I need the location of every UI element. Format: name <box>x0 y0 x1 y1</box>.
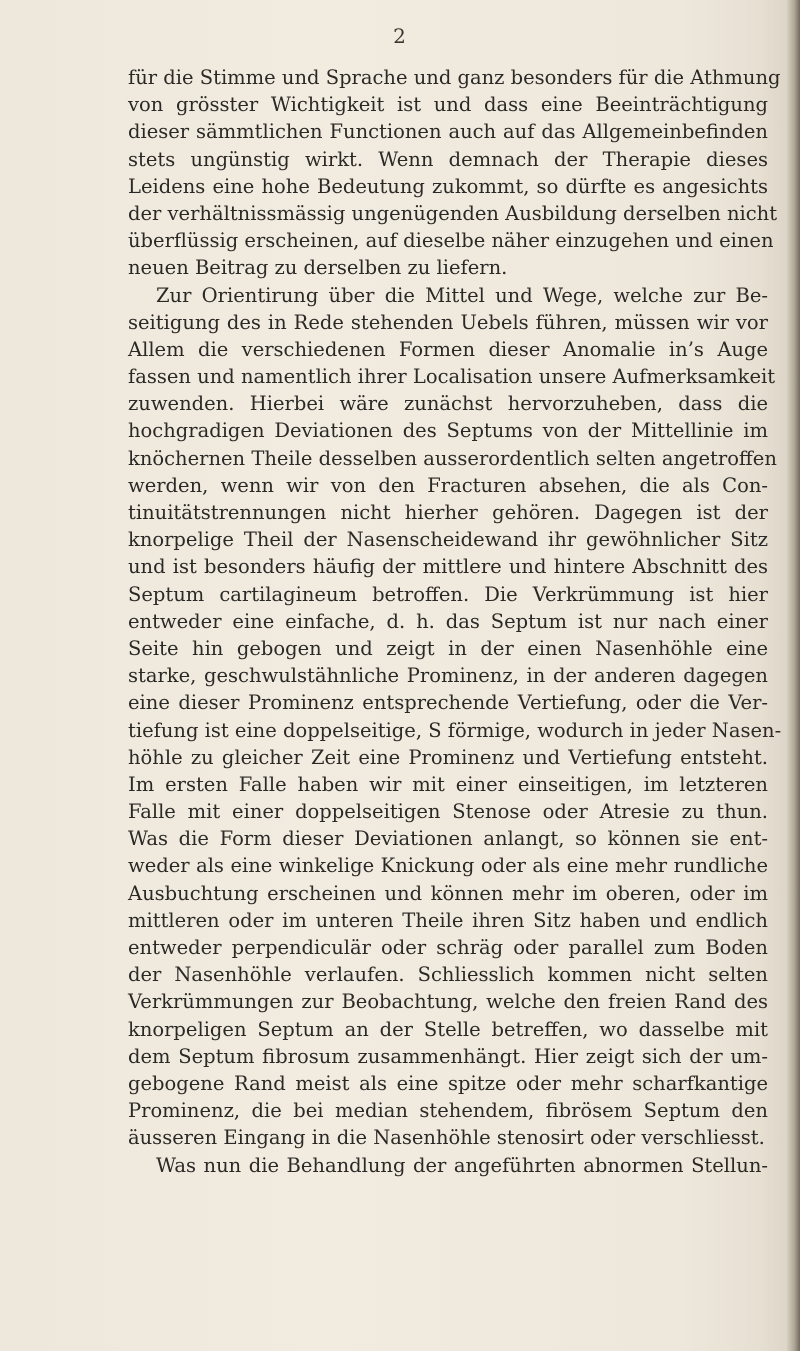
page-edge-shadow <box>786 0 800 1351</box>
text-line: der Nasenhöhle verlaufen. Schliesslich kommen nicht selten <box>128 963 768 987</box>
text-line: werden, wenn wir von den Fracturen absehen, die als Con- <box>128 473 768 497</box>
text-line: Im ersten Falle haben wir mit einer einseitigen, im letzteren <box>128 772 768 796</box>
page-number: 2 <box>393 24 407 48</box>
text-line: weder als eine winkelige Knickung oder als eine mehr rundliche <box>128 854 768 878</box>
text-line: tinuitätstrennungen nicht hierher gehören. Dagegen ist der <box>128 501 768 524</box>
text-line: dieser sämmtlichen Functionen auch auf das Allgemeinbefinden <box>128 120 768 144</box>
text-line: knöchernen Theile desselben ausserordentlich selten angetroffen <box>128 446 777 470</box>
text-line: gebogene Rand meist als eine spitze oder mehr scharfkantige <box>128 1071 768 1095</box>
text-line: eine dieser Prominenz entsprechende Vertiefung, oder die Ver- <box>128 691 768 715</box>
text-line: höhle zu gleicher Zeit eine Prominenz und Vertiefung entsteht. <box>128 745 768 769</box>
text-line: Zur Orientirung über die Mittel und Wege, welche zur Be- <box>156 283 768 307</box>
text-line: Seite hin gebogen und zeigt in der einen Nasenhöhle eine <box>128 636 768 660</box>
text-line: seitigung des in Rede stehenden Uebels führen, müssen wir vor <box>128 310 768 334</box>
text-line: entweder eine einfache, d. h. das Septum ist nur nach einer <box>128 609 768 633</box>
text-line: starke, geschwulstähnliche Prominenz, in der anderen dagegen <box>128 664 768 688</box>
text-line: mittleren oder im unteren Theile ihren Sitz haben und endlich <box>128 908 768 932</box>
text-line: Was die Form dieser Deviationen anlangt, so können sie ent- <box>128 827 768 851</box>
text-line: und ist besonders häufig der mittlere und hintere Abschnitt des <box>128 555 768 579</box>
text-line: hochgradigen Deviationen des Septums von der Mittellinie im <box>128 419 768 443</box>
text-line: dem Septum fibrosum zusammenhängt. Hier zeigt sich der um- <box>128 1044 768 1068</box>
text-line: neuen Beitrag zu derselben zu liefern. <box>128 256 508 280</box>
text-line: Leidens eine hohe Bedeutung zukommt, so dürfte es angesichts <box>128 174 768 198</box>
text-line: Allem die verschiedenen Formen dieser Anomalie in’s Auge <box>128 337 768 361</box>
text-line: Prominenz, die bei median stehendem, fibrösem Septum den <box>128 1099 768 1123</box>
text-line: für die Stimme und Sprache und ganz besonders für die Athmung <box>128 66 781 89</box>
text-line: Falle mit einer doppelseitigen Stenose oder Atresie zu thun. <box>128 800 768 824</box>
body-text <box>128 64 782 1179</box>
text-line: entweder perpendiculär oder schräg oder parallel zum Boden <box>128 936 768 959</box>
text-line: der verhältnissmässig ungenügenden Ausbildung derselben nicht <box>128 201 778 225</box>
text-line: knorpeligen Septum an der Stelle betreffen, wo dasselbe mit <box>128 1017 768 1041</box>
text-line: tiefung ist eine doppelseitige, S förmige, wodurch in jeder Nasen- <box>128 718 782 742</box>
text-line: Verkrümmungen zur Beobachtung, welche den freien Rand des <box>128 990 768 1014</box>
text-line: von grösster Wichtigkeit ist und dass eine Beeinträchtigung <box>128 93 768 117</box>
text-line: Was nun die Behandlung der angeführten abnormen Stellun- <box>156 1153 768 1177</box>
text-line: fassen und namentlich ihrer Localisation unsere Aufmerksamkeit <box>128 365 776 389</box>
text-line: Ausbuchtung erscheinen und können mehr im oberen, oder im <box>128 881 768 905</box>
text-line: stets ungünstig wirkt. Wenn demnach der Therapie dieses <box>128 147 768 171</box>
text-line: knorpelige Theil der Nasenscheidewand ihr gewöhnlicher Sitz <box>128 528 768 552</box>
text-line: äusseren Eingang in die Nasenhöhle stenosirt oder verschliesst. <box>128 1126 765 1150</box>
text-line: Septum cartilagineum betroffen. Die Verkrümmung ist hier <box>128 582 768 606</box>
text-line: überflüssig erscheinen, auf dieselbe näher einzugehen und einen <box>128 229 774 253</box>
text-line: zuwenden. Hierbei wäre zunächst hervorzuheben, dass die <box>128 392 768 416</box>
